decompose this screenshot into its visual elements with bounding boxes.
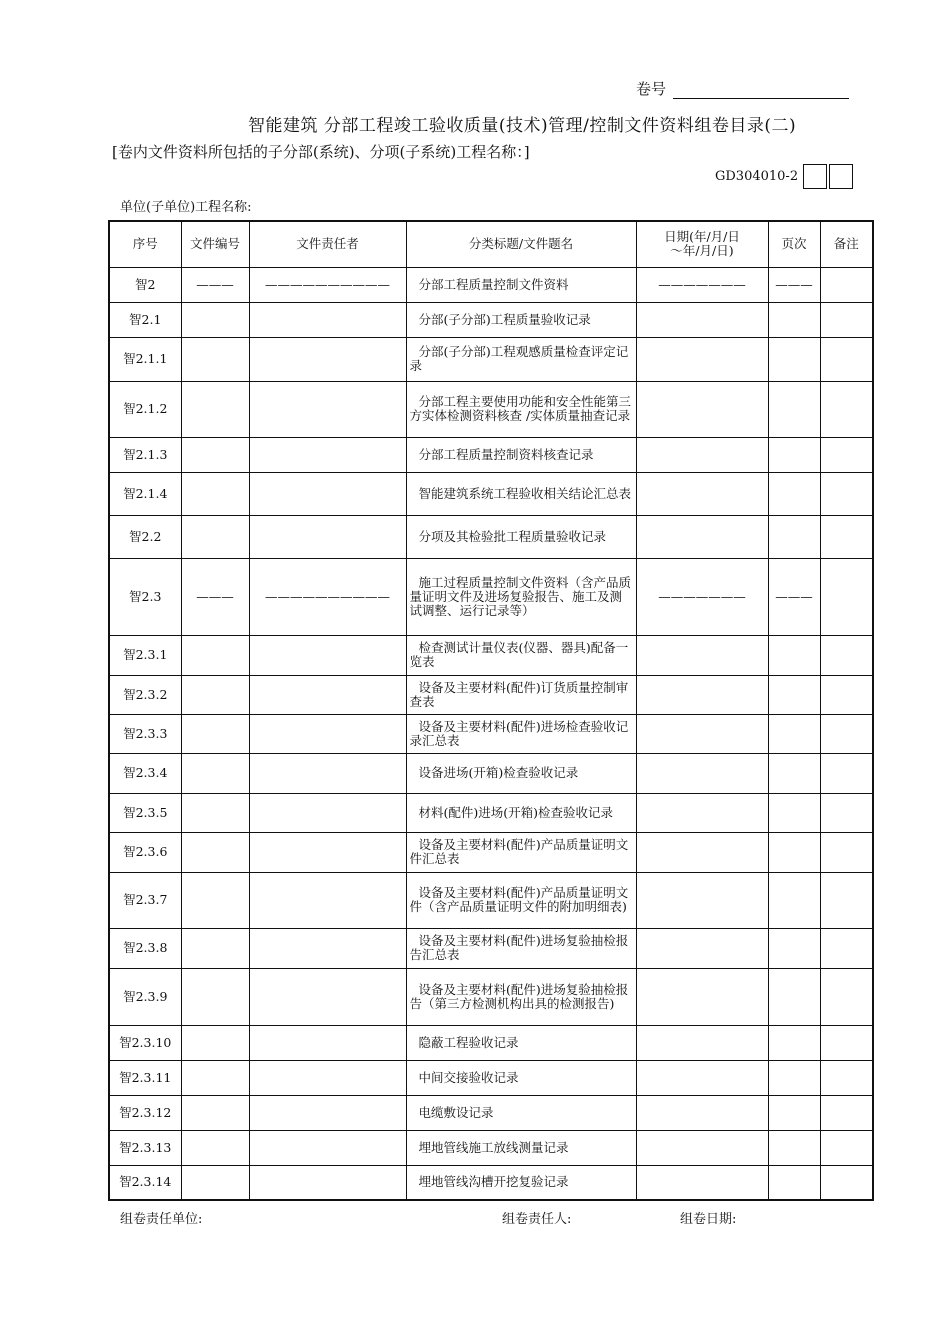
table-row — [109, 1130, 873, 1165]
table-row — [109, 337, 873, 381]
form-code-box-2[interactable] — [829, 164, 853, 189]
table-row — [109, 1060, 873, 1095]
owner-cell[interactable] — [249, 437, 406, 472]
title-cell — [406, 267, 636, 302]
title-text: 电缆敷设记录 — [418, 1104, 494, 1120]
page-cell[interactable] — [768, 675, 820, 714]
table-row — [109, 968, 873, 1025]
seq-cell: 智2 — [109, 267, 181, 302]
seq-cell: 智2.3.10 — [109, 1025, 181, 1060]
file-no-cell[interactable] — [181, 832, 249, 872]
file-no-cell[interactable] — [181, 928, 249, 968]
note-cell[interactable] — [820, 753, 873, 793]
seq-cell: 智2.3.5 — [109, 793, 181, 832]
footer-person-label: 组卷责任人: — [502, 1212, 572, 1227]
table-row — [109, 635, 873, 675]
date-cell[interactable] — [636, 928, 768, 968]
date-cell[interactable] — [636, 635, 768, 675]
file-no-cell[interactable] — [181, 1130, 249, 1165]
date-cell[interactable] — [636, 1025, 768, 1060]
seq-cell: 智2.3.12 — [109, 1095, 181, 1130]
seq-cell: 智2.1.1 — [109, 337, 181, 381]
date-cell[interactable] — [636, 753, 768, 793]
table-row — [109, 515, 873, 558]
date-cell[interactable] — [636, 337, 768, 381]
note-cell[interactable] — [820, 1060, 873, 1095]
page-cell[interactable] — [768, 753, 820, 793]
owner-cell[interactable] — [249, 872, 406, 928]
note-cell[interactable] — [820, 635, 873, 675]
title-cell — [406, 968, 636, 1025]
title-cell — [406, 1025, 636, 1060]
note-cell[interactable] — [820, 714, 873, 753]
file-no-cell[interactable] — [181, 1060, 249, 1095]
page-cell[interactable] — [768, 515, 820, 558]
owner-cell[interactable] — [249, 337, 406, 381]
seq-cell: 智2.1.4 — [109, 472, 181, 515]
title-text: 分项及其检验批工程质量验收记录 — [418, 528, 607, 544]
note-cell[interactable] — [820, 302, 873, 337]
date-cell[interactable]: ——————— — [636, 558, 768, 635]
owner-cell[interactable] — [249, 1165, 406, 1200]
page-cell[interactable] — [768, 302, 820, 337]
title-cell — [406, 1130, 636, 1165]
title-text: 埋地管线沟槽开挖复验记录 — [418, 1174, 569, 1190]
note-cell[interactable] — [820, 1095, 873, 1130]
date-cell[interactable] — [636, 675, 768, 714]
owner-cell[interactable] — [249, 753, 406, 793]
title-cell — [406, 832, 636, 872]
table-row — [109, 1025, 873, 1060]
seq-cell: 智2.3.3 — [109, 714, 181, 753]
note-cell[interactable] — [820, 872, 873, 928]
title-cell — [406, 558, 636, 635]
title-text: 设备及主要材料(配件)订货质量控制审查表 — [409, 679, 629, 709]
title-text: 中间交接验收记录 — [418, 1069, 519, 1085]
title-cell — [406, 381, 636, 437]
volume-number-field[interactable] — [673, 98, 849, 99]
file-no-cell[interactable] — [181, 515, 249, 558]
date-cell[interactable] — [636, 472, 768, 515]
page-cell[interactable] — [768, 872, 820, 928]
title-cell — [406, 302, 636, 337]
date-header-line-2: ～年/月/日) — [670, 243, 734, 259]
owner-cell[interactable]: —————————— — [249, 558, 406, 635]
file-no-cell[interactable] — [181, 753, 249, 793]
owner-cell[interactable] — [249, 675, 406, 714]
seq-cell: 智2.1 — [109, 302, 181, 337]
date-cell[interactable] — [636, 381, 768, 437]
note-cell[interactable] — [820, 675, 873, 714]
title-text: 检查测试计量仪表(仪器、器具)配备一览表 — [409, 640, 629, 669]
table-header-row — [109, 221, 873, 267]
document-title: 智能建筑 分部工程竣工验收质量(技术)管理/控制文件资料组卷目录(二) — [248, 116, 797, 136]
seq-cell: 智2.1.3 — [109, 437, 181, 472]
owner-cell[interactable] — [249, 515, 406, 558]
seq-cell: 智2.3.14 — [109, 1165, 181, 1200]
file-no-cell[interactable] — [181, 302, 249, 337]
date-cell[interactable] — [636, 793, 768, 832]
date-cell[interactable] — [636, 968, 768, 1025]
file-no-cell[interactable] — [181, 675, 249, 714]
column-header-note: 备注 — [820, 221, 873, 267]
page-cell[interactable] — [768, 832, 820, 872]
title-text: 设备及主要材料(配件)产品质量证明文件汇总表 — [409, 837, 629, 866]
title-cell — [406, 1165, 636, 1200]
date-cell[interactable] — [636, 437, 768, 472]
note-cell[interactable] — [820, 928, 873, 968]
file-no-cell[interactable] — [181, 1095, 249, 1130]
seq-cell: 智2.3.7 — [109, 872, 181, 928]
file-no-cell[interactable] — [181, 714, 249, 753]
seq-cell: 智2.3.1 — [109, 635, 181, 675]
owner-cell[interactable] — [249, 714, 406, 753]
seq-cell: 智2.3 — [109, 558, 181, 635]
seq-cell: 智2.1.2 — [109, 381, 181, 437]
title-cell — [406, 753, 636, 793]
page-cell[interactable] — [768, 472, 820, 515]
title-text: 隐蔽工程验收记录 — [418, 1034, 519, 1050]
file-no-cell[interactable]: ——— — [181, 267, 249, 302]
note-cell[interactable] — [820, 1130, 873, 1165]
title-text: 分部工程质量控制资料核查记录 — [418, 446, 594, 462]
page-cell[interactable] — [768, 1025, 820, 1060]
form-code: GD304010-2 — [715, 169, 799, 184]
title-cell — [406, 793, 636, 832]
owner-cell[interactable] — [249, 635, 406, 675]
title-cell — [406, 515, 636, 558]
seq-cell: 智2.3.11 — [109, 1060, 181, 1095]
note-cell[interactable] — [820, 832, 873, 872]
title-cell — [406, 928, 636, 968]
column-header-seq: 序号 — [109, 221, 181, 267]
table-row — [109, 1095, 873, 1130]
file-no-cell[interactable] — [181, 968, 249, 1025]
file-no-cell[interactable] — [181, 472, 249, 515]
catalog-table — [108, 220, 874, 1201]
page-cell[interactable] — [768, 437, 820, 472]
title-cell — [406, 872, 636, 928]
seq-cell: 智2.3.9 — [109, 968, 181, 1025]
file-no-cell[interactable] — [181, 793, 249, 832]
title-text: 分部(子分部)工程观感质量检查评定记录 — [409, 344, 629, 373]
owner-cell[interactable] — [249, 1025, 406, 1060]
title-text: 设备进场(开箱)检查验收记录 — [418, 765, 579, 780]
date-cell[interactable]: ——————— — [636, 267, 768, 302]
page-cell[interactable] — [768, 928, 820, 968]
title-cell — [406, 337, 636, 381]
date-cell[interactable] — [636, 1165, 768, 1200]
page-cell[interactable] — [768, 793, 820, 832]
date-header-line-1: 日期(年/月/日 — [664, 229, 740, 245]
date-cell[interactable] — [636, 872, 768, 928]
form-code-box-1[interactable] — [803, 164, 827, 189]
title-cell — [406, 1095, 636, 1130]
note-cell[interactable] — [820, 793, 873, 832]
column-header-title: 分类标题/文件题名 — [406, 221, 636, 267]
table-row — [109, 872, 873, 928]
title-cell — [406, 437, 636, 472]
page-cell[interactable] — [768, 714, 820, 753]
date-cell[interactable] — [636, 832, 768, 872]
title-cell — [406, 635, 636, 675]
column-header-owner: 文件责任者 — [249, 221, 406, 267]
table-row — [109, 675, 873, 714]
page-cell[interactable] — [768, 1130, 820, 1165]
column-header-date — [636, 221, 768, 267]
file-no-cell[interactable] — [181, 381, 249, 437]
footer-date-label: 组卷日期: — [680, 1212, 737, 1227]
file-no-cell[interactable] — [181, 635, 249, 675]
note-cell[interactable] — [820, 968, 873, 1025]
owner-cell[interactable] — [249, 832, 406, 872]
title-text: 设备及主要材料(配件)产品质量证明文件（含产品质量证明文件的附加明细表) — [409, 885, 629, 914]
date-cell[interactable] — [636, 1060, 768, 1095]
owner-cell[interactable] — [249, 1130, 406, 1165]
note-cell[interactable] — [820, 267, 873, 302]
title-text: 设备及主要材料(配件)进场检查验收记录汇总表 — [409, 718, 629, 748]
note-cell[interactable] — [820, 381, 873, 437]
date-cell[interactable] — [636, 714, 768, 753]
page-cell[interactable] — [768, 968, 820, 1025]
title-text: 设备及主要材料(配件)进场复验抽检报告（第三方检测机构出具的检测报告) — [409, 981, 629, 1011]
page-cell[interactable] — [768, 337, 820, 381]
page-cell[interactable]: ——— — [768, 558, 820, 635]
title-cell — [406, 472, 636, 515]
page-cell[interactable] — [768, 1095, 820, 1130]
page-cell[interactable] — [768, 1060, 820, 1095]
title-text: 埋地管线施工放线测量记录 — [418, 1139, 569, 1155]
form-code-group — [715, 164, 853, 189]
owner-cell[interactable] — [249, 381, 406, 437]
title-text: 分部(子分部)工程质量验收记录 — [418, 311, 591, 327]
table-row — [109, 267, 873, 302]
table-row — [109, 793, 873, 832]
title-text: 施工过程质量控制文件资料（含产品质量证明文件及进场复验报告、施工及测试调整、运行记录等） — [409, 574, 632, 618]
date-cell[interactable] — [636, 1095, 768, 1130]
table-row — [109, 381, 873, 437]
seq-cell: 智2.3.8 — [109, 928, 181, 968]
note-cell[interactable] — [820, 515, 873, 558]
title-cell — [406, 675, 636, 714]
owner-cell[interactable] — [249, 928, 406, 968]
table-row — [109, 302, 873, 337]
file-no-cell[interactable] — [181, 337, 249, 381]
date-cell[interactable] — [636, 302, 768, 337]
table-row — [109, 472, 873, 515]
volume-number-label: 卷号 — [636, 80, 667, 98]
note-cell[interactable] — [820, 1165, 873, 1200]
owner-cell[interactable] — [249, 472, 406, 515]
file-no-cell[interactable] — [181, 437, 249, 472]
note-cell[interactable] — [820, 472, 873, 515]
owner-cell[interactable] — [249, 302, 406, 337]
title-cell — [406, 1060, 636, 1095]
table-row — [109, 753, 873, 793]
file-no-cell[interactable]: ——— — [181, 558, 249, 635]
title-cell — [406, 714, 636, 753]
file-no-cell[interactable] — [181, 872, 249, 928]
owner-cell[interactable] — [249, 1060, 406, 1095]
table-row — [109, 832, 873, 872]
title-text: 材料(配件)进场(开箱)检查验收记录 — [418, 804, 614, 820]
document-subtitle: [卷内文件资料所包括的子分部(系统)、分项(子系统)工程名称：] — [112, 143, 530, 161]
title-text: 分部工程质量控制文件资料 — [418, 276, 569, 292]
page-cell[interactable] — [768, 635, 820, 675]
seq-cell: 智2.3.6 — [109, 832, 181, 872]
seq-cell: 智2.3.4 — [109, 753, 181, 793]
date-cell[interactable] — [636, 1130, 768, 1165]
seq-cell: 智2.2 — [109, 515, 181, 558]
column-header-file-no: 文件编号 — [181, 221, 249, 267]
note-cell[interactable] — [820, 558, 873, 635]
seq-cell: 智2.3.2 — [109, 675, 181, 714]
table-row — [109, 558, 873, 635]
table-row — [109, 1165, 873, 1200]
owner-cell[interactable] — [249, 1095, 406, 1130]
column-header-page: 页次 — [768, 221, 820, 267]
note-cell[interactable] — [820, 337, 873, 381]
owner-cell[interactable] — [249, 793, 406, 832]
title-text: 设备及主要材料(配件)进场复验抽检报告汇总表 — [409, 933, 629, 962]
project-name-label: 单位(子单位)工程名称: — [120, 200, 252, 215]
footer-unit-label: 组卷责任单位: — [120, 1212, 203, 1227]
table-row — [109, 714, 873, 753]
owner-cell[interactable]: —————————— — [249, 267, 406, 302]
title-text: 分部工程主要使用功能和安全性能第三方实体检测资料核查 /实体质量抽查记录 — [409, 394, 632, 423]
title-text: 智能建筑系统工程验收相关结论汇总表 — [418, 485, 632, 501]
table-row — [109, 437, 873, 472]
note-cell[interactable] — [820, 1025, 873, 1060]
date-cell[interactable] — [636, 515, 768, 558]
page-cell[interactable]: ——— — [768, 267, 820, 302]
file-no-cell[interactable] — [181, 1025, 249, 1060]
table-row — [109, 928, 873, 968]
page-cell[interactable] — [768, 1165, 820, 1200]
note-cell[interactable] — [820, 437, 873, 472]
seq-cell: 智2.3.13 — [109, 1130, 181, 1165]
file-no-cell[interactable] — [181, 1165, 249, 1200]
page-cell[interactable] — [768, 381, 820, 437]
owner-cell[interactable] — [249, 968, 406, 1025]
